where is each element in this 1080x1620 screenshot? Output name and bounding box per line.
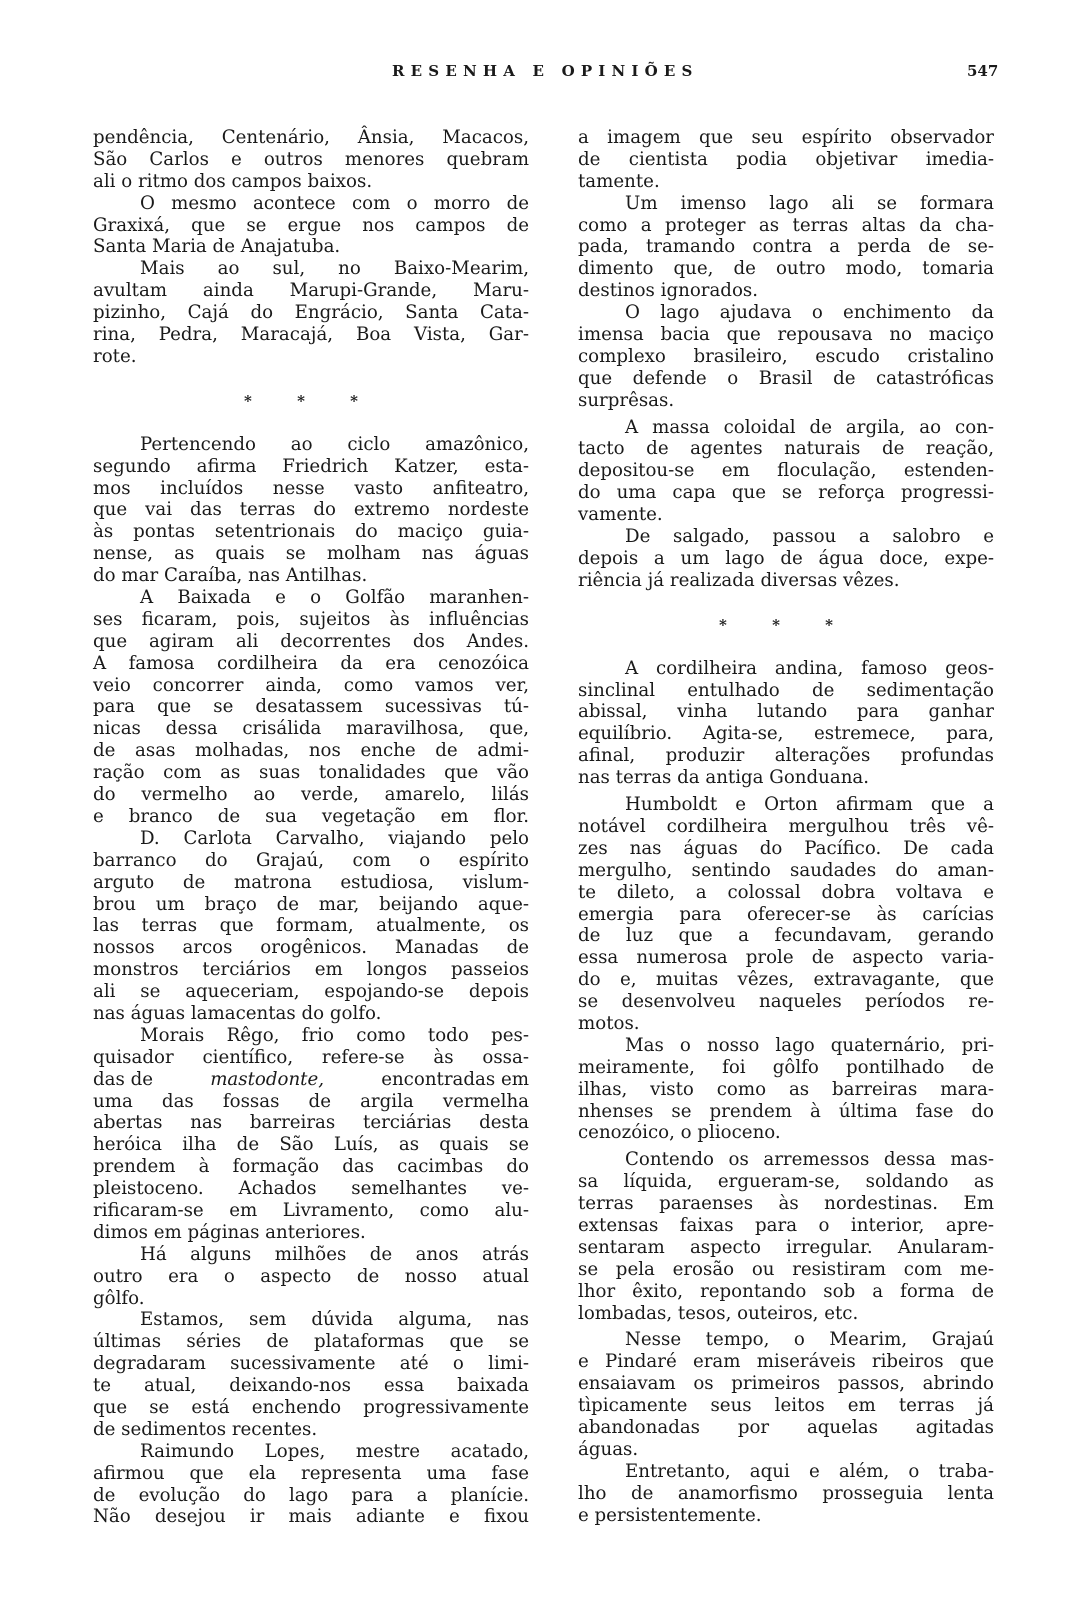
text-line: a imagem que seu espírito observador [578, 127, 994, 148]
text-line: nossos arcos orogênicos. Manadas de [93, 937, 529, 959]
text-line: sa líquida, ergueram-se, soldando as [578, 1171, 994, 1193]
text-line: veio concorrer ainda, como vamos ver, [93, 674, 529, 696]
text-line: nicas dessa crisálida maravilhosa, que, [93, 718, 529, 740]
text-line-with-italic [93, 1069, 529, 1091]
text-line: Pertencendo ao ciclo amazônico, [140, 433, 529, 455]
text-line: ses ficaram, pois, sujeitos às influências [93, 608, 529, 630]
text-line: quisador científico, refere-se às ossa- [93, 1046, 529, 1068]
text-line: avultam ainda Marupi-Grande, Maru- [93, 280, 529, 302]
text-line: A famosa cordilheira da era cenozóica [93, 652, 529, 674]
text-line: nas águas lamacentas do golfo. [93, 1002, 382, 1024]
text-line: Morais Rêgo, frio como todo pes- [140, 1024, 529, 1046]
text-line: A cordilheira andina, famoso geos- [625, 657, 994, 679]
text-line: e persistentemente. [578, 1504, 762, 1526]
text-line: águas. [578, 1438, 639, 1460]
text-line: las terras que formam, atualmente, os [93, 915, 529, 937]
text-line: outro era o aspecto de nosso atual [93, 1265, 529, 1287]
text-line: dimento que, de outro modo, tomaria [578, 258, 994, 280]
text-line: zes nas águas do Pacífico. De cada [578, 837, 994, 859]
text-line: segundo afirma Friedrich Katzer, esta- [93, 455, 529, 477]
section-separator: * * * [719, 615, 853, 634]
text-line: do vermelho ao verde, amarelo, lilás [93, 784, 529, 806]
text-line: emergia para oferecer-se às carícias [578, 903, 994, 925]
text-line: ração com as suas tonalidades que vão [93, 762, 529, 784]
text-line: arguto de matrona estudiosa, vislum- [93, 871, 529, 893]
text-line: mos incluídos nesse vasto anfiteatro, [93, 477, 529, 499]
text-line: Estamos, sem dúvida alguma, nas [140, 1309, 529, 1331]
text-line: heróica ilha de São Luís, as quais se [93, 1134, 529, 1156]
text-line: equilíbrio. Agita-se, estremece, para, [578, 723, 994, 745]
text-line: nhenses se prendem à última fase do [578, 1100, 994, 1122]
text-line: vamente. [578, 504, 663, 526]
text-line: degradaram sucessivamente até o limi- [93, 1353, 529, 1375]
text-line: que vai das terras do extremo nordeste [93, 499, 529, 521]
text-line: de luz que a fecundavam, gerando [578, 925, 994, 947]
text-line: últimas séries de plataformas que se [93, 1331, 529, 1353]
text-line: e branco de sua vegetação em flor. [93, 805, 529, 827]
text-line: São Carlos e outros menores quebram [93, 148, 529, 170]
text-line: Contendo os arremessos dessa mas- [625, 1149, 994, 1171]
text-line: cenozóico, o plioceno. [578, 1122, 781, 1144]
text-line: complexo brasileiro, escudo cristalino [578, 345, 994, 367]
text-line: rote. [93, 345, 137, 367]
text-line: de evolução do lago para a planície. [93, 1484, 529, 1506]
text-line: sinclinal entulhado de sedimentação [578, 679, 994, 701]
text-line: lombadas, tesos, outeiros, etc. [578, 1302, 859, 1324]
text-line: ali se aqueceriam, espojando-se depois [93, 981, 529, 1003]
text-line: pada, tramando contra a perda de se- [578, 236, 994, 258]
text-line: de sedimentos recentes. [93, 1418, 318, 1440]
text-line: uma das fossas de argila vermelha [93, 1090, 529, 1112]
text-line: te atual, deixando-nos essa baixada [93, 1375, 529, 1397]
text-line: se desenvolveu naqueles períodos re- [578, 991, 994, 1013]
text-line: Nesse tempo, o Mearim, Grajaú [625, 1329, 994, 1351]
text-line: destinos ignorados. [578, 280, 759, 302]
text-line: motos. [578, 1012, 640, 1034]
text-line: gôlfo. [93, 1287, 145, 1309]
running-title: RESENHA E OPINIÕES [392, 62, 699, 80]
text-line: Graxixá, que se ergue nos campos de [93, 214, 529, 236]
text-line: lhor êxito, repontando sob a forma de [578, 1280, 994, 1302]
text-fragment: das de [93, 1068, 154, 1090]
text-line: e Pindaré eram miseráveis ribeiros que [578, 1351, 994, 1373]
text-line: abertas nas barreiras terciárias desta [93, 1112, 529, 1134]
text-line: brou um braço de mar, beijando aque- [93, 893, 529, 915]
text-line: O mesmo acontece com o morro de [140, 192, 529, 214]
text-line: se pela erosão ou resistiram com me- [578, 1258, 994, 1280]
text-line: Não desejou ir mais adiante e fixou [93, 1506, 529, 1528]
text-line: Um imenso lago ali se formara [625, 192, 994, 214]
text-line: do e, muitas vêzes, extravagante, que [578, 969, 994, 991]
page-header [0, 62, 1080, 86]
text-line: que se está enchendo progressivamente [93, 1396, 529, 1418]
text-line: às pontas setentrionais do maciço guia- [93, 521, 529, 543]
text-line: barranco do Grajaú, com o espírito [93, 849, 529, 871]
text-line: A Baixada e o Golfão maranhen- [140, 587, 529, 609]
text-line: que defende o Brasil de catastróficas [578, 367, 994, 389]
section-separator: * * * [244, 391, 378, 410]
text-line: rina, Pedra, Maracajá, Boa Vista, Gar- [93, 324, 529, 346]
text-line: que agiram ali decorrentes dos Andes. [93, 630, 529, 652]
text-line: prendem à formação das cacimbas do [93, 1156, 529, 1178]
text-line: monstros terciários em longos passeios [93, 959, 529, 981]
text-line: surprêsas. [578, 389, 675, 411]
italic-term: mastodonte, [210, 1068, 325, 1090]
text-line: riência já realizada diversas vêzes. [578, 569, 900, 591]
text-line: de asas molhadas, nos enche de admi- [93, 740, 529, 762]
text-line: D. Carlota Carvalho, viajando pelo [140, 827, 529, 849]
text-line: Santa Maria de Anajatuba. [93, 236, 341, 258]
text-line: Entretanto, aqui e além, o traba- [625, 1460, 994, 1482]
text-line: Há alguns milhões de anos atrás [140, 1243, 529, 1265]
text-line: rificaram-se em Livramento, como alu- [93, 1199, 529, 1221]
right-column [578, 127, 994, 1526]
text-line: do mar Caraíba, nas Antilhas. [93, 565, 368, 587]
text-line: meiramente, foi gôlfo pontilhado de [578, 1056, 994, 1078]
text-line: como a proteger as terras altas da cha- [578, 214, 994, 236]
text-line: essa numerosa prole de aspecto varia- [578, 947, 994, 969]
text-line: Mas o nosso lago quaternário, pri- [625, 1034, 994, 1056]
text-line: pleistoceno. Achados semelhantes ve- [93, 1178, 529, 1200]
page-number: 547 [967, 62, 999, 80]
text-line: imensa bacia que repousava no maciço [578, 324, 994, 346]
text-line: de cientista podia objetivar imedia- [578, 148, 994, 170]
text-line: A massa coloidal de argila, ao con- [625, 416, 994, 438]
text-line: te dileto, a colossal dobra voltava e [578, 881, 994, 903]
text-line: nense, as quais se molham nas águas [93, 543, 529, 565]
text-line: ensaiavam os primeiros passos, abrindo [578, 1373, 994, 1395]
text-line: dimos em páginas anteriores. [93, 1221, 366, 1243]
text-line: tamente. [578, 170, 660, 192]
text-line: ilhas, visto como as barreiras mara- [578, 1078, 994, 1100]
text-line: mergulho, sentindo saudades do aman- [578, 859, 994, 881]
text-line: Mais ao sul, no Baixo-Mearim, [140, 258, 529, 280]
text-line: afinal, produzir alterações profundas [578, 745, 994, 767]
text-line: notável cordilheira mergulhou três vê- [578, 815, 994, 837]
text-line: depositou-se em floculação, estenden- [578, 460, 994, 482]
text-line: tìpicamente seus leitos em terras já [578, 1395, 994, 1417]
text-line: afirmou que ela representa uma fase [93, 1462, 529, 1484]
text-line: De salgado, passou a salobro e [625, 526, 994, 548]
text-line: sentaram aspecto irregular. Anularam- [578, 1236, 994, 1258]
text-line: lho de anamorfismo prosseguia lenta [578, 1482, 994, 1504]
text-line: tacto de agentes naturais de reação, [578, 438, 994, 460]
text-line: terras paraenses às nordestinas. Em [578, 1193, 994, 1215]
text-line: pizinho, Cajá do Engrácio, Santa Cata- [93, 302, 529, 324]
text-line: depois a um lago de água doce, expe- [578, 547, 994, 569]
text-line: do uma capa que se reforça progressi- [578, 482, 994, 504]
text-line: Raimundo Lopes, mestre acatado, [140, 1440, 529, 1462]
text-line: extensas faixas para o interior, apre- [578, 1214, 994, 1236]
left-column [93, 127, 529, 1528]
text-line: abissal, vinha lutando para ganhar [578, 701, 994, 723]
text-fragment: encontradas em [381, 1068, 529, 1090]
text-line: O lago ajudava o enchimento da [625, 302, 994, 324]
text-line: pendência, Centenário, Ânsia, Macacos, [93, 127, 529, 148]
text-line: abandonadas por aquelas agitadas [578, 1416, 994, 1438]
text-line: nas terras da antiga Gonduana. [578, 767, 870, 789]
text-line: Humboldt e Orton afirmam que a [625, 794, 994, 816]
text-line: ali o ritmo dos campos baixos. [93, 170, 373, 192]
text-line: para que se desatassem sucessivas tú- [93, 696, 529, 718]
